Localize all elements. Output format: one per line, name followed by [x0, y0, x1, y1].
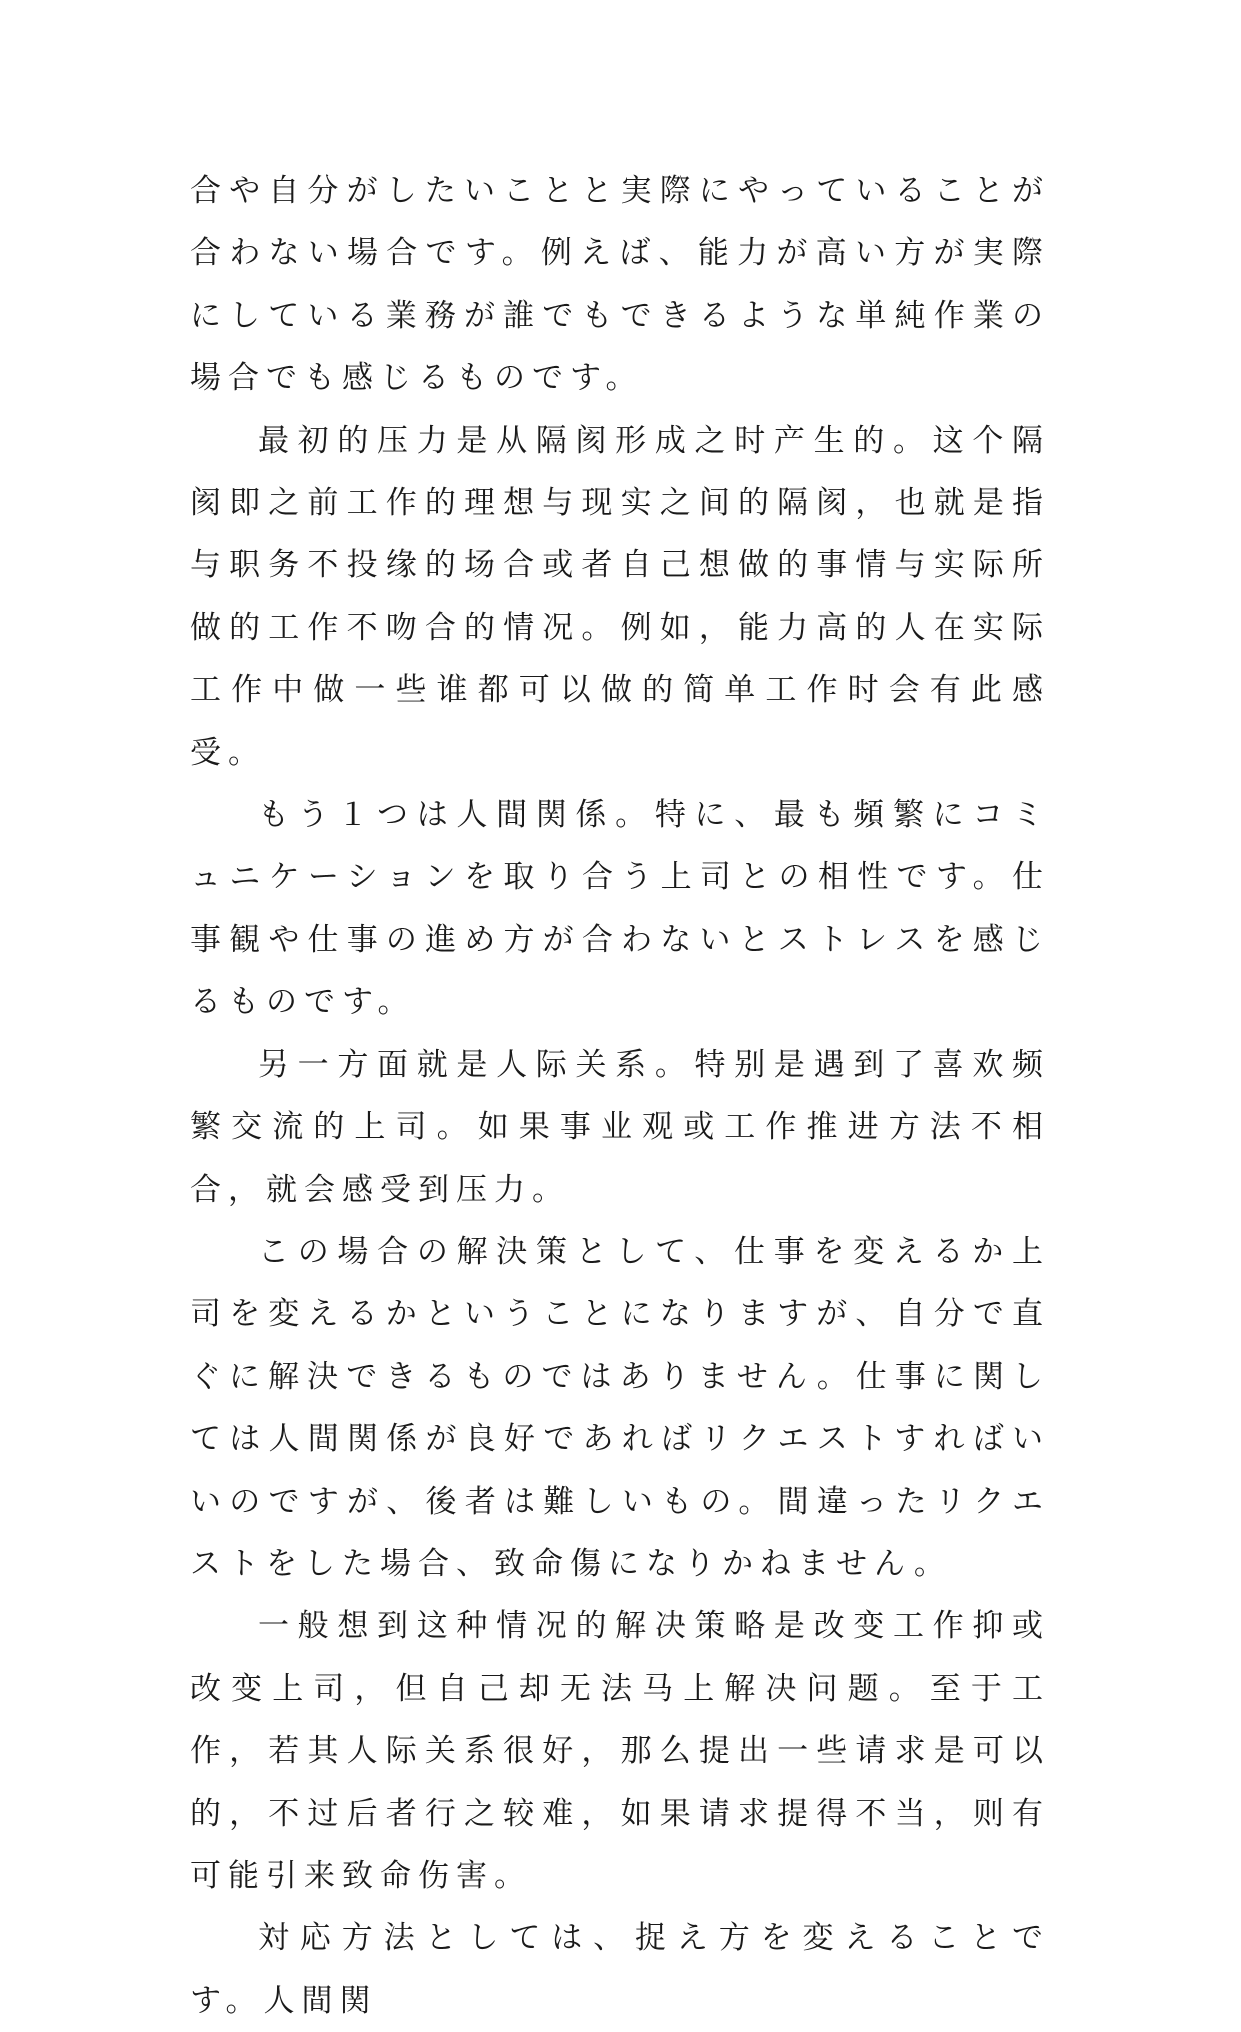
paragraph-5: この場合の解決策として、仕事を変えるか上司を変えるかということになりますが、自分で直ぐに解決できるものではありません。仕事に関しては人間関係が良好であればリクエストすればいいのですが、後者は難しいもの。間違ったリクエストをした場合、致命傷になりかねません。	[190, 1233, 1050, 1582]
paragraph-3: もう１つは人間関係。特に、最も頻繁にコミュニケーションを取り合う上司との相性です。仕事観や仕事の進め方が合わないとストレスを感じるものです。	[190, 797, 1050, 1021]
body-text	[190, 160, 1050, 2032]
paragraph-1: 合や自分がしたいことと実際にやっていることが合わない場合です。例えば、能力が高い方が実際にしている業務が誰でもできるような単純作業の場合でも感じるものです。	[190, 173, 1050, 397]
paragraph-2: 最初的压力是从隔阂形成之时产生的。这个隔阂即之前工作的理想与现实之间的隔阂，也就是指与职务不投缘的场合或者自己想做的事情与实际所做的工作不吻合的情况。例如，能力高的人在实际工作中做一些谁都可以做的简单工作时会有此感受。	[190, 422, 1050, 771]
paragraph-4: 另一方面就是人际关系。特别是遇到了喜欢频繁交流的上司。如果事业观或工作推进方法不相合，就会感受到压力。	[190, 1046, 1050, 1208]
paragraph-6: 一般想到这种情况的解决策略是改变工作抑或改变上司，但自己却无法马上解决问题。至于工作，若其人际关系很好，那么提出一些请求是可以的，不过后者行之较难，如果请求提得不当，则有可能引来致命伤害。	[190, 1608, 1050, 1894]
paragraph-7: 対応方法としては、捉え方を変えることです。人間関	[190, 1920, 1050, 2019]
